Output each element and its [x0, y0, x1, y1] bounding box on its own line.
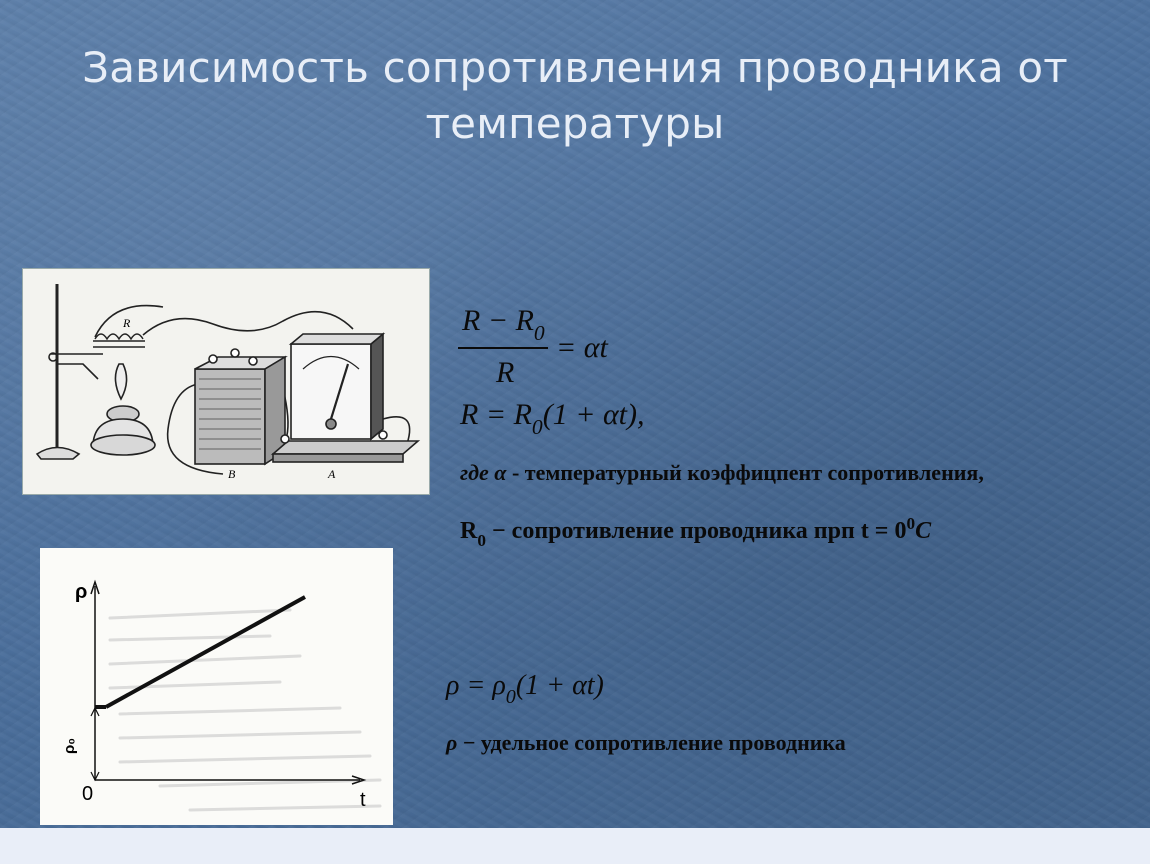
title-line-1: Зависимость сопротивления проводника от	[82, 43, 1068, 92]
bottom-strip	[0, 828, 1150, 864]
r0-unit: C	[915, 518, 932, 544]
apparatus-drawing	[23, 269, 429, 494]
apparatus-label-r: R	[123, 316, 131, 330]
slide-title	[60, 40, 1090, 152]
r0-definition	[460, 513, 932, 550]
apparatus-illustration	[22, 268, 430, 495]
graph-x-label: t	[360, 789, 366, 811]
graph-origin-label: 0	[82, 783, 94, 805]
rho-def-symbol: ρ	[446, 730, 458, 755]
graph-y-label: ρ	[75, 581, 88, 603]
apparatus-label-a: A	[328, 467, 336, 481]
r0-symbol: R	[460, 518, 478, 544]
rho-definition	[446, 730, 846, 756]
resistivity-graph	[40, 548, 393, 825]
title-line-2: температуры	[425, 99, 725, 148]
rho-lhs: ρ = ρ	[446, 670, 506, 701]
r0-text: − сопротивление проводника прп t = 0	[485, 518, 907, 544]
rho-sub: 0	[505, 686, 516, 709]
alpha-definition	[460, 460, 984, 486]
apparatus-label-b: B	[228, 467, 236, 481]
frac-numerator	[462, 304, 545, 345]
rho-rhs: (1 + αt)	[515, 670, 604, 701]
where-text: - температурный коэффицпент сопротивления,	[506, 460, 984, 485]
f2-sub: 0	[531, 414, 543, 439]
graph-drawing	[40, 548, 393, 825]
formula-resistance	[460, 398, 645, 439]
frac-num-text: R − R	[462, 304, 534, 337]
formula-resistivity	[446, 670, 604, 709]
fraction-bar	[458, 347, 548, 349]
rho-def-text: − удельное сопротивление проводника	[457, 730, 846, 755]
f2-rhs: (1 + αt),	[542, 398, 645, 431]
r0-sup: 0	[906, 513, 916, 533]
r0-sub: 0	[477, 530, 486, 550]
where-prefix: где α	[460, 460, 507, 485]
f2-lhs: R = R	[460, 398, 532, 431]
graph-rho0-label: ρ₀	[61, 737, 78, 754]
frac-num-sub: 0	[533, 320, 545, 345]
frac-denominator: R	[496, 356, 515, 389]
frac-rhs: = αt	[556, 331, 608, 364]
